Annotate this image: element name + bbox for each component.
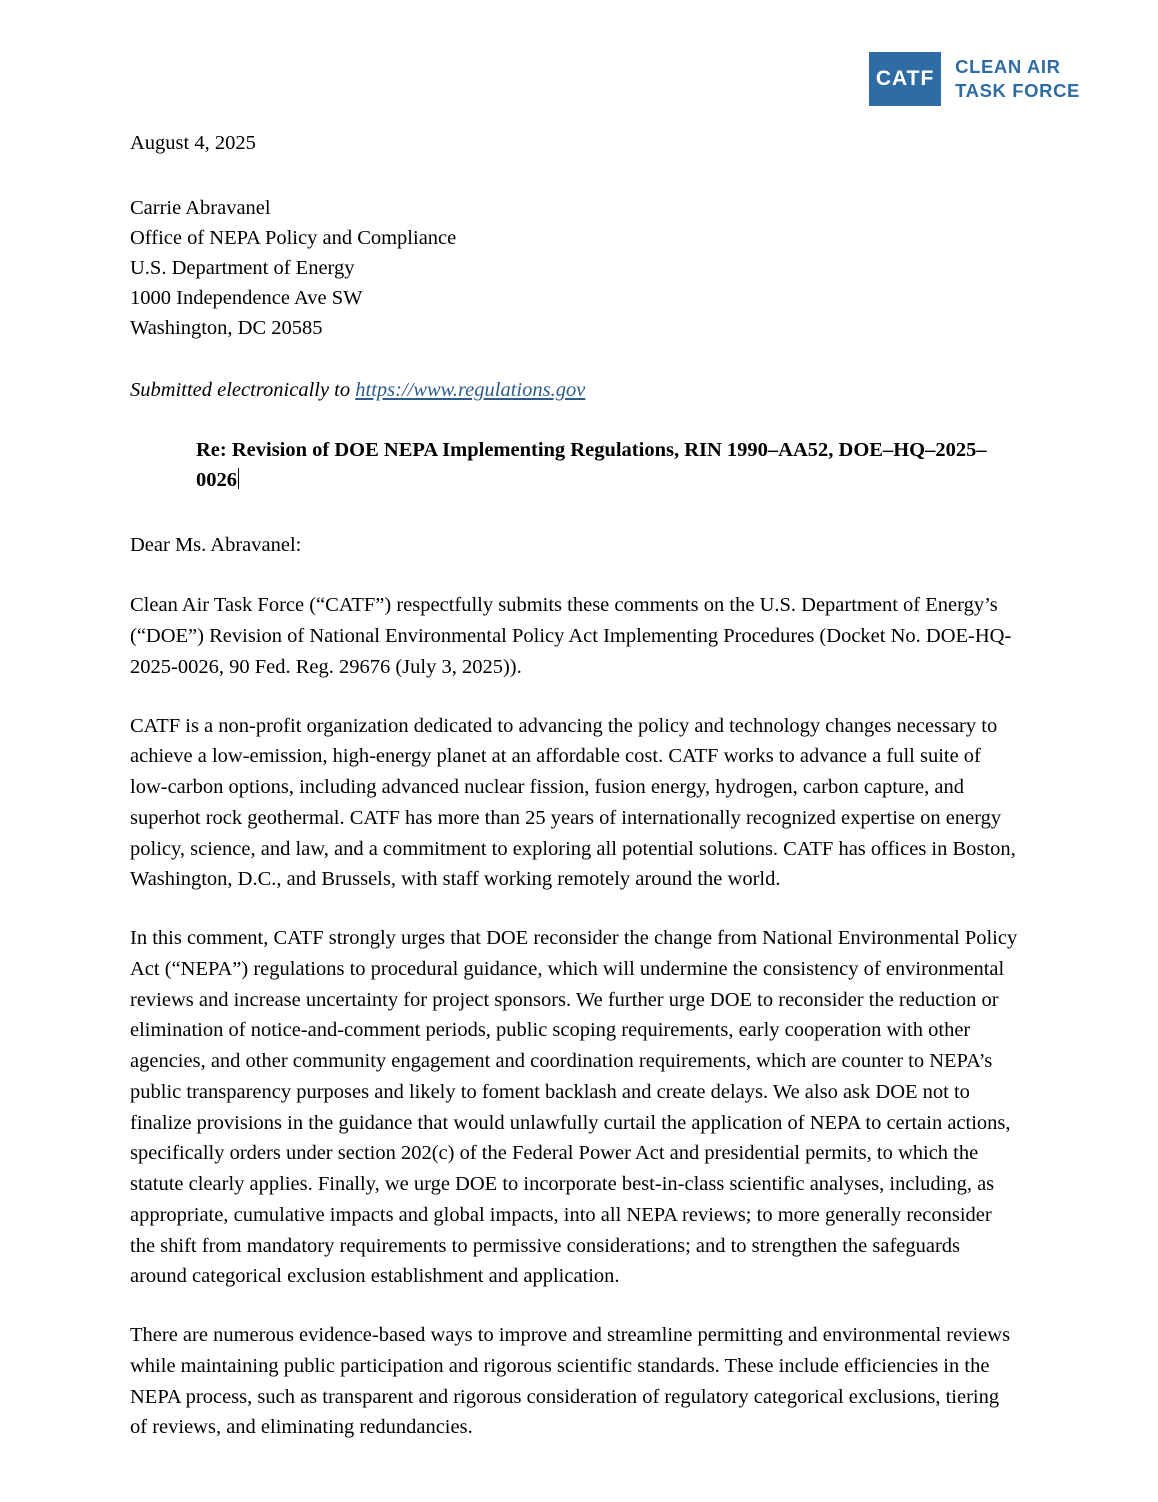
address-line: U.S. Department of Energy (130, 257, 355, 279)
recipient-address (130, 193, 1020, 344)
catf-logo-line1: CLEAN AIR (955, 55, 1061, 77)
salutation: Dear Ms. Abravanel: (130, 533, 302, 556)
catf-logo-wordmark (955, 55, 1080, 104)
regulations-gov-link[interactable]: https://www.regulations.gov (355, 379, 586, 402)
text-cursor (238, 468, 239, 489)
address-line: 1000 Independence Ave SW (130, 287, 363, 310)
address-line: Washington, DC 20585 (130, 317, 323, 340)
subject-line (130, 436, 1020, 495)
body-paragraph: Clean Air Task Force (“CATF”) respectfully submits these comments on the U.S. Department of Energy’s (“DOE”) Revision of National Environmental Policy Act Implementing Procedures (Docket No. DOE-HQ-2025-0026, 90 Fed. Reg. 29676 (July 3, 2025)). (130, 594, 1012, 678)
letter-date: August 4, 2025 (130, 132, 256, 154)
submitted-prefix: Submitted electronically to (130, 379, 356, 402)
address-line: Office of NEPA Policy and Compliance (130, 226, 457, 249)
body-paragraph: CATF is a non-profit organization dedicated to advancing the policy and technology changes necessary to achieve a low-emission, high-energy planet at an affordable cost. CATF works to advance a full suite of low-carbon options, including advanced nuclear fission, fusion energy, hydrogen, carbon capture, and superhot rock geothermal. CATF has more than 25 years of internationally recognized expertise on energy policy, science, and law, and a commitment to exploring all potential solutions. CATF has offices in Boston, Washington, D.C., and Brussels, with staff working remotely around the world. (130, 714, 1016, 891)
submitted-electronically-line (130, 375, 1020, 406)
catf-logo-line2: TASK FORCE (955, 80, 1080, 101)
catf-logo-mark-text: CATF (875, 67, 935, 90)
letter-body (130, 128, 1020, 1443)
body-paragraph: There are numerous evidence-based ways to improve and streamline permitting and environmental reviews while maintaining public participation and rigorous scientific standards. These include efficiencies in the NEPA process, such as transparent and rigorous consideration of regulatory categorical exclusions, tiering of reviews, and eliminating redundancies. (130, 1324, 1011, 1439)
body-paragraph: In this comment, CATF strongly urges that DOE reconsider the change from National Environmental Policy Act (“NEPA”) regulations to procedural guidance, which will undermine the consistency of environmental reviews and increase uncertainty for project sponsors. We further urge DOE to reconsider the reduction or elimination of notice-and-comment periods, public scoping requirements, early cooperation with other agencies, and other community engagement and coordination requirements, which are counter to NEPA’s public transparency purposes and likely to foment backlash and create delays. We also ask DOE not to finalize provisions in the guidance that would unlawfully curtail the application of NEPA to certain actions, specifically orders under section 202(c) of the Federal Power Act and presidential permits, to which the statute clearly applies. Finally, we urge DOE to incorporate best-in-class scientific analyses, including, as appropriate, cumulative impacts and global impacts, into all NEPA reviews; to more generally reconsider the shift from mandatory requirements to permissive considerations; and to strengthen the safeguards around categorical exclusion establishment and application. (130, 927, 1018, 1288)
subject-text: Re: Revision of DOE NEPA Implementing Regulations, RIN 1990–AA52, DOE–HQ–2025–0026 (196, 439, 987, 491)
address-line: Carrie Abravanel (130, 196, 271, 219)
catf-logo-mark-icon (869, 52, 941, 106)
catf-logo (869, 52, 1080, 106)
